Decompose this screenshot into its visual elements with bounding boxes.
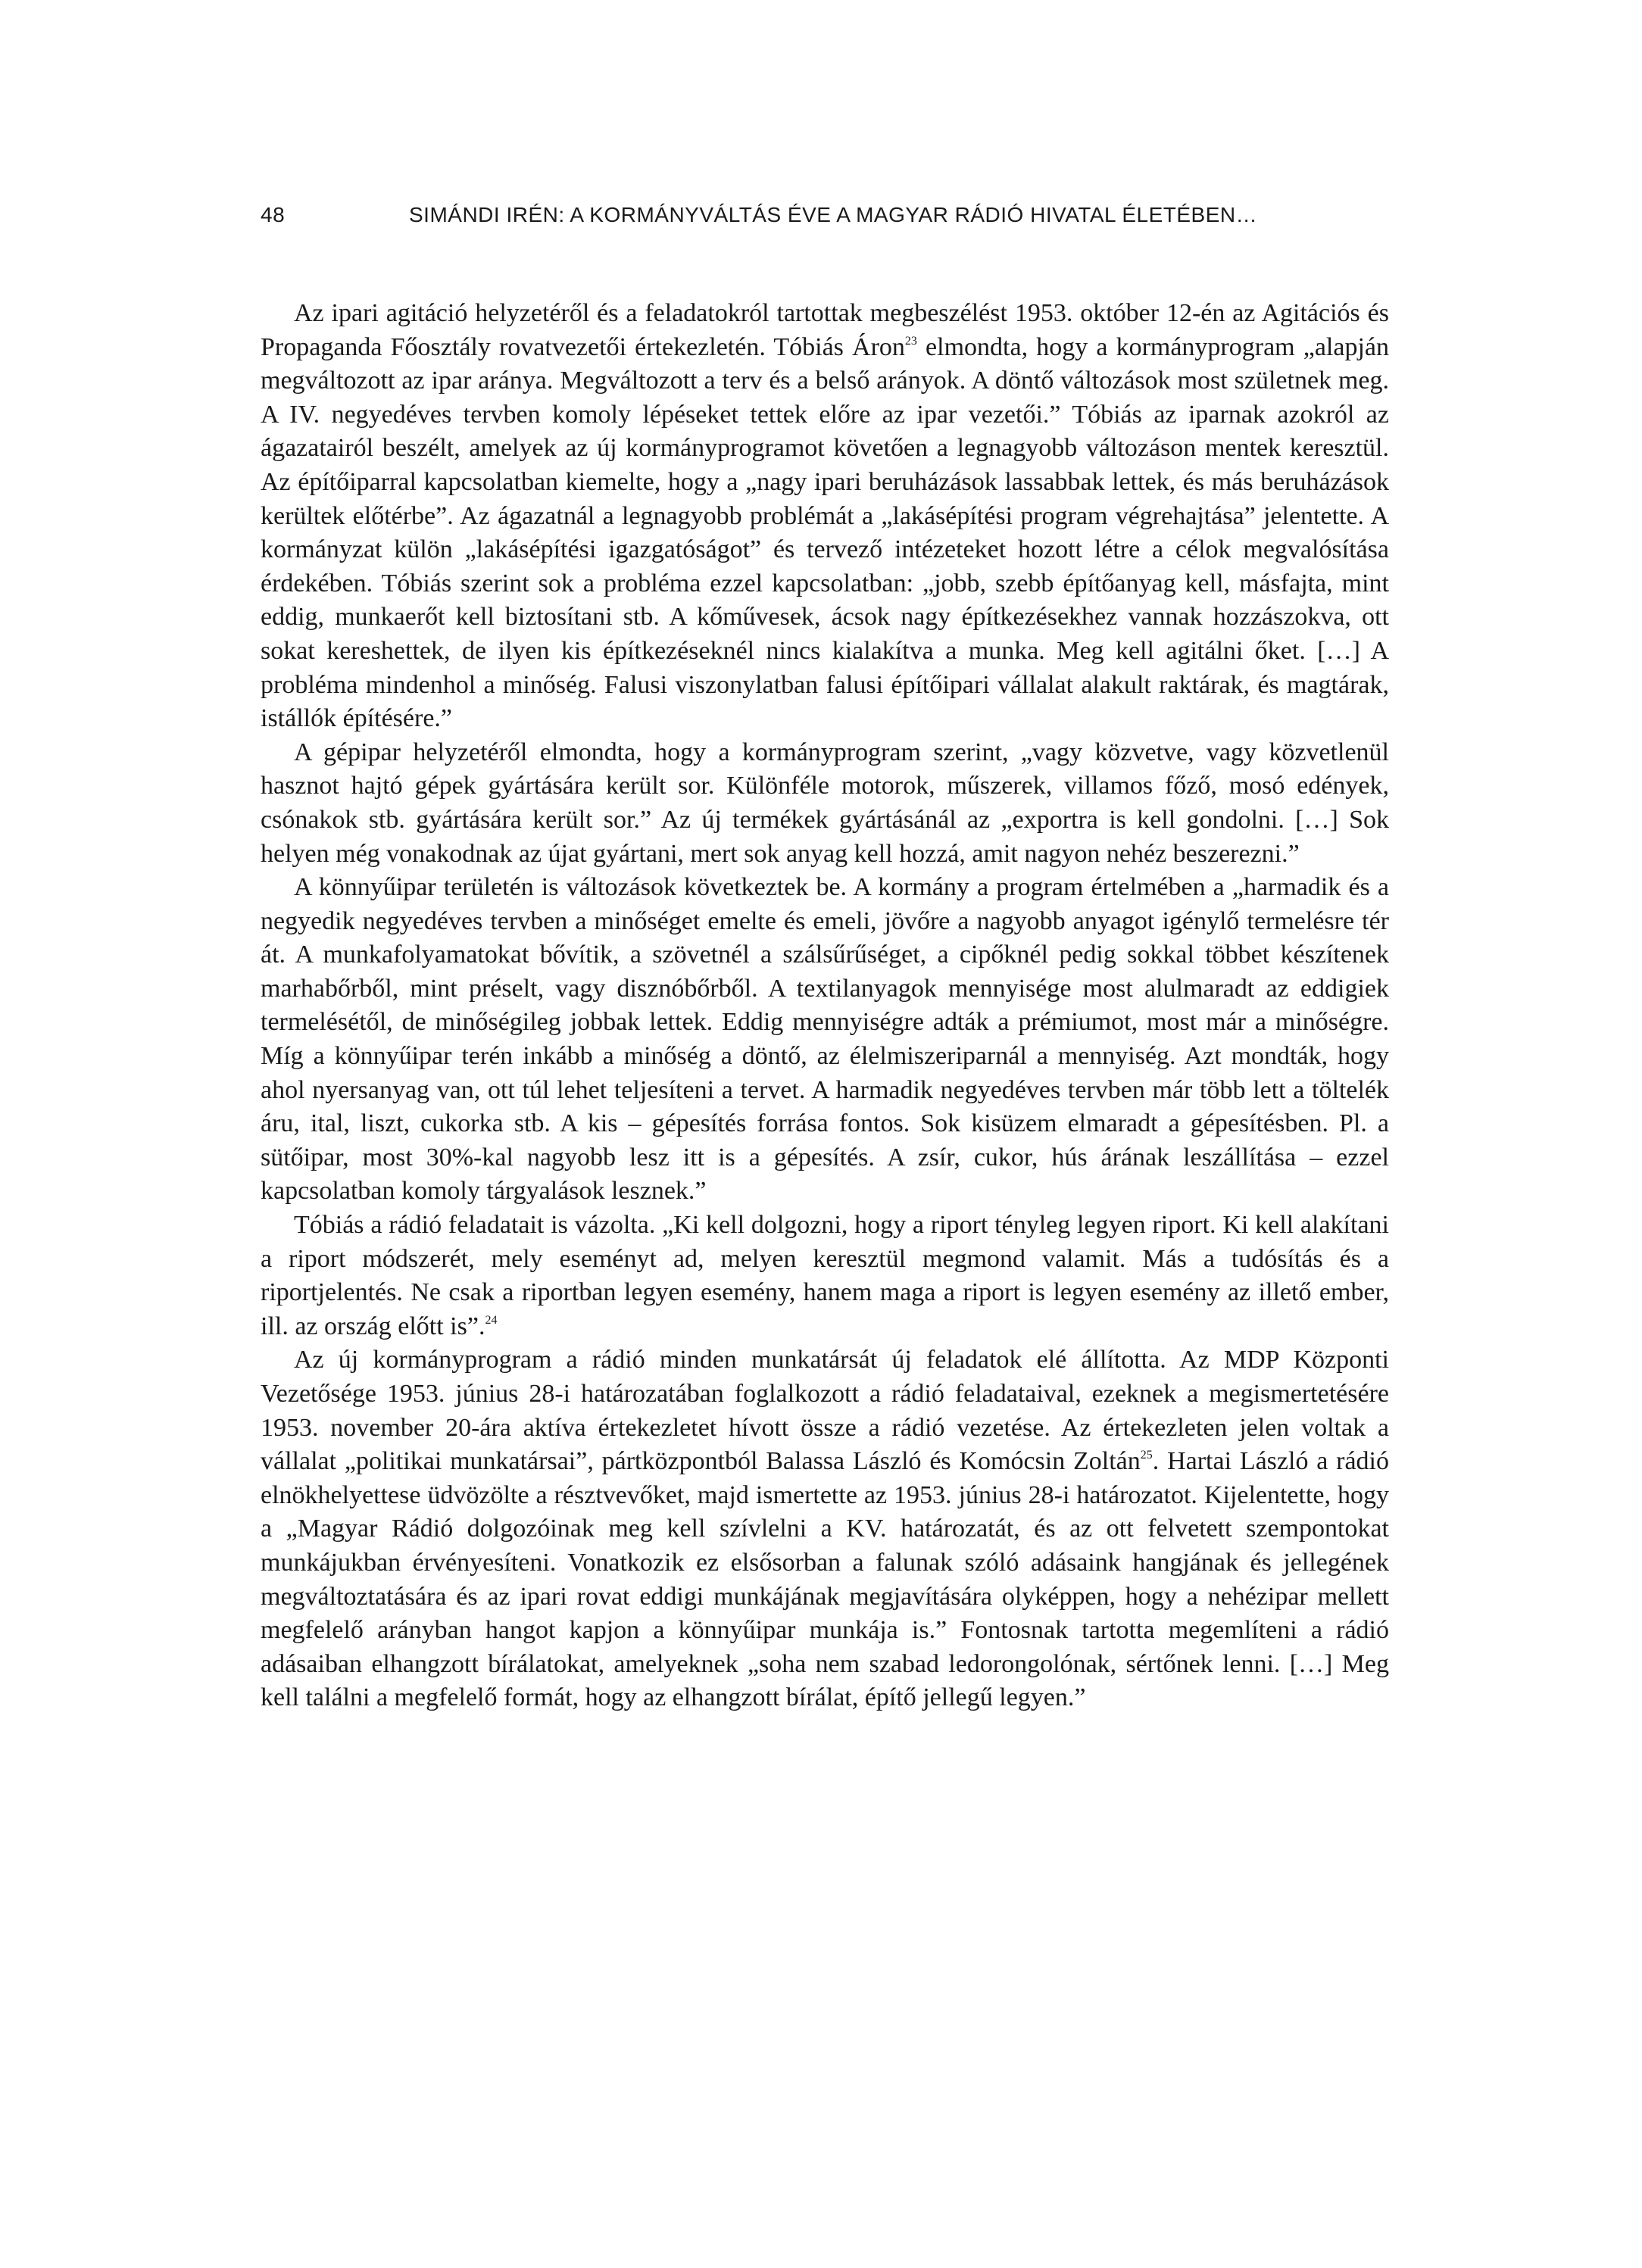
paragraph-3 xyxy=(261,871,1389,1209)
paragraph-text: . Hartai László a rádió elnökhelyettese üdvözölte a résztvevőket, majd ismertette az 1953. június 28-i határozatot. Kijelentette, hogy a „Magyar Rádió dolgozóinak meg kell szívlelni a KV. határozatát, és az ott felvetett szempontokat munkájukban érvényesíteni. Vonatkozik ez elsősorban a falunak szóló adásaink hangjának és jellegének megváltoztatására és az ipari rovat eddigi munkájának megjavítására olyképpen, hogy a nehézipar mellett megfelelő arányban hangot kapjon a könnyűipar munkája is.” Fontosnak tartotta megemlíteni a rádió adásaiban elhangzott bírálatokat, amelyeknek „soha nem szabad ledorongolónak, sértőnek lenni. […] Meg kell találni a megfelelő formát, hogy az elhangzott bírálat, építő jellegű legyen.” xyxy=(261,1447,1389,1712)
paragraph-2 xyxy=(261,736,1389,871)
footnote-ref-25: 25 xyxy=(1140,1449,1153,1462)
paragraph-text: elmondta, hogy a kormányprogram „alapján megváltozott az ipar aránya. Megváltozott a terv és a belső arányok. A döntő változások most születnek meg. A IV. negyedéves tervben komoly lépéseket tettek előre az ipar vezetői.” Tóbiás az iparnak azokról az ágazatairól beszélt, amelyek az új kormányprogramot követően a legnagyobb változáson mentek keresztül. Az építőiparral kapcsolatban kiemelte, hogy a „nagy ipari beruházások lassabbak lettek, és más beruházások kerültek előtérbe”. Az ágazatnál a legnagyobb problémát a „lakásépítési program végrehajtása” jelentette. A kormányzat külön „lakásépítési igazgatóságot” és tervező intézeteket hozott létre a célok megvalósítása érdekében. Tóbiás szerint sok a probléma ezzel kapcsolatban: „jobb, szebb építőanyag kell, másfajta, mint eddig, munkaerőt kell biztosítani stb. A kőművesek, ácsok nagy építkezésekhez vannak hozzászokva, ott sokat kereshettek, de ilyen kis építkezéseknél nincs kialakítva a munka. Meg kell agitálni őket. […] A probléma mindenhol a minőség. Falusi viszonylatban falusi építőipari vállalat alakult raktárak, és magtárak, istállók építésére.” xyxy=(261,332,1389,733)
paragraph-text: Tóbiás a rádió feladatait is vázolta. „Ki kell dolgozni, hogy a riport tényleg legyen riport. Ki kell alakítani a riport módszerét, mely eseményt ad, melyen keresztül megmond valamit. Más a tudósítás és a riportjelentés. Ne csak a riportban legyen esemény, hanem maga a riport is legyen esemény az illető ember, ill. az ország előtt is”. xyxy=(261,1211,1389,1340)
running-title: SIMÁNDI IRÉN: A KORMÁNYVÁLTÁS ÉVE A MAGYAR RÁDIÓ HIVATAL ÉLETÉBEN… xyxy=(409,203,1258,226)
page-header xyxy=(261,203,1397,233)
footnote-ref-23: 23 xyxy=(904,334,917,348)
body-text xyxy=(261,297,1389,1715)
page-number: 48 xyxy=(261,203,286,226)
paragraph-1 xyxy=(261,297,1389,736)
paragraph-text: Az új kormányprogram a rádió minden munkatársát új feladatok elé állította. Az MDP Központi Vezetősége 1953. június 28-i határozatában foglalkozott a rádió feladataival, ezeknek a megismertetésére 1953. november 20-ára aktíva értekezletet hívott össze a rádió vezetése. Az értekezleten jelen voltak a vállalat „politikai munkatársai”, pártközpontból Balassa László és Komócsin Zoltán xyxy=(261,1346,1389,1476)
paragraph-4 xyxy=(261,1209,1389,1343)
paragraph-text: A könnyűipar területén is változások következtek be. A kormány a program értelmében a „harmadik és a negyedik negyedéves tervben a minőséget emelte és emeli, jövőre a nagyobb anyagot igénylő termelésre tér át. A munkafolyamatokat bővítik, a szövetnél a szálsűrűséget, a cipőknél pedig sokkal többet készítenek marhabőrből, mint préselt, vagy disznóbőrből. A textilanyagok mennyisége most alulmaradt az eddigiek termelésétől, de minőségileg jobbak lettek. Eddig mennyiségre adták a prémiumot, most már a minőségre. Míg a könnyűipar terén inkább a minőség a döntő, az élelmiszeriparnál a mennyiség. Azt mondták, hogy ahol nyersanyag van, ott túl lehet teljesíteni a tervet. A harmadik negyedéves tervben már több lett a töltelék áru, ital, liszt, cukorka stb. A kis – gépesítés forrása fontos. Sok kisüzem elmaradt a gépesítésben. Pl. a sütőipar, most 30%-kal nagyobb lesz itt is a gépesítés. A zsír, cukor, hús árának leszállítása – ezzel kapcsolatban komoly tárgyalások lesznek.” xyxy=(261,873,1389,1206)
footnote-ref-24: 24 xyxy=(485,1313,498,1327)
paragraph-5 xyxy=(261,1343,1389,1715)
paragraph-text: Az ipari agitáció helyzetéről és a feladatokról tartottak megbeszélést 1953. október 12-én az Agitációs és Propaganda Főosztály rovatvezetői értekezletén. Tóbiás Áron xyxy=(261,299,1389,361)
paragraph-text: A gépipar helyzetéről elmondta, hogy a kormányprogram szerint, „vagy közvetve, vagy közvetlenül hasznot hajtó gépek gyártására került sor. Különféle motorok, műszerek, villamos főző, mosó edények, csónakok stb. gyártására került sor.” Az új termékek gyártásánál az „exportra is kell gondolni. […] Sok helyen még vonakodnak az újat gyártani, mert sok anyag kell hozzá, amit nagyon nehéz beszerezni.” xyxy=(261,738,1389,868)
